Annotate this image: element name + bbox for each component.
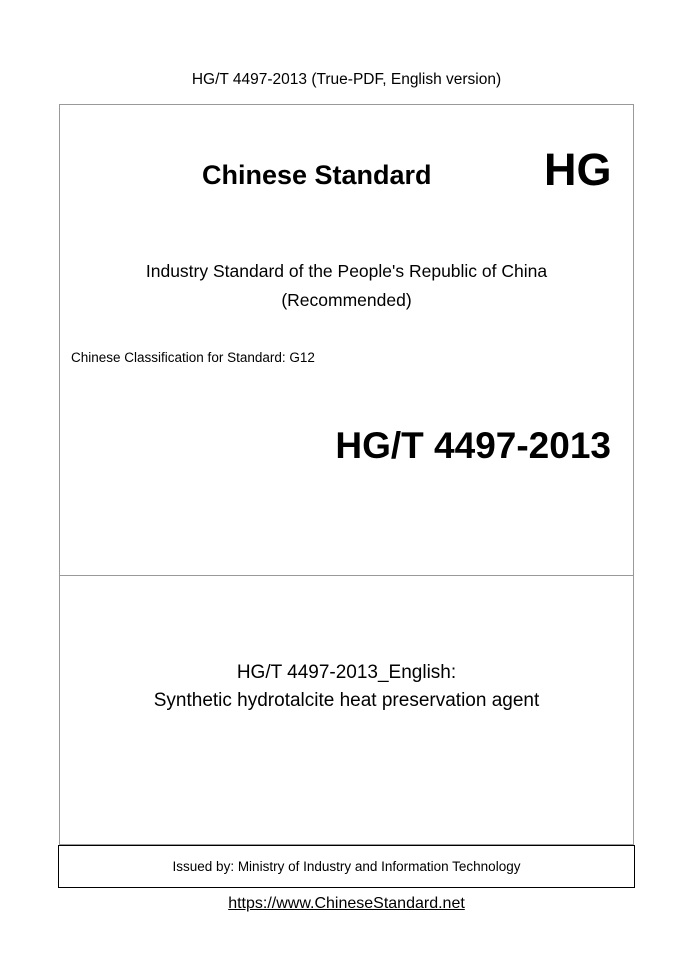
cover-upper-section <box>60 105 633 576</box>
cover-title: Chinese Standard <box>202 160 432 190</box>
issuer-box: Issued by: Ministry of Industry and Information Technology <box>58 845 635 888</box>
standard-number: HG/T 4497-2013 <box>335 425 611 466</box>
cover-lower-section <box>60 576 633 844</box>
recommended-label: (Recommended) <box>281 290 412 310</box>
classification-label: Chinese Classification for Standard: G12 <box>71 350 315 365</box>
standard-code-mark: HG <box>544 144 612 195</box>
industry-standard-line: Industry Standard of the People's Republic of China <box>145 261 548 281</box>
english-title: HG/T 4497-2013_English: <box>236 662 457 683</box>
english-subtitle: Synthetic hydrotalcite heat preservation agent <box>153 690 540 711</box>
cover-frame <box>59 104 634 845</box>
footer <box>0 893 693 915</box>
document-header: HG/T 4497-2013 (True-PDF, English version) <box>191 71 502 88</box>
website-link[interactable]: https://www.ChineseStandard.net <box>228 895 465 912</box>
